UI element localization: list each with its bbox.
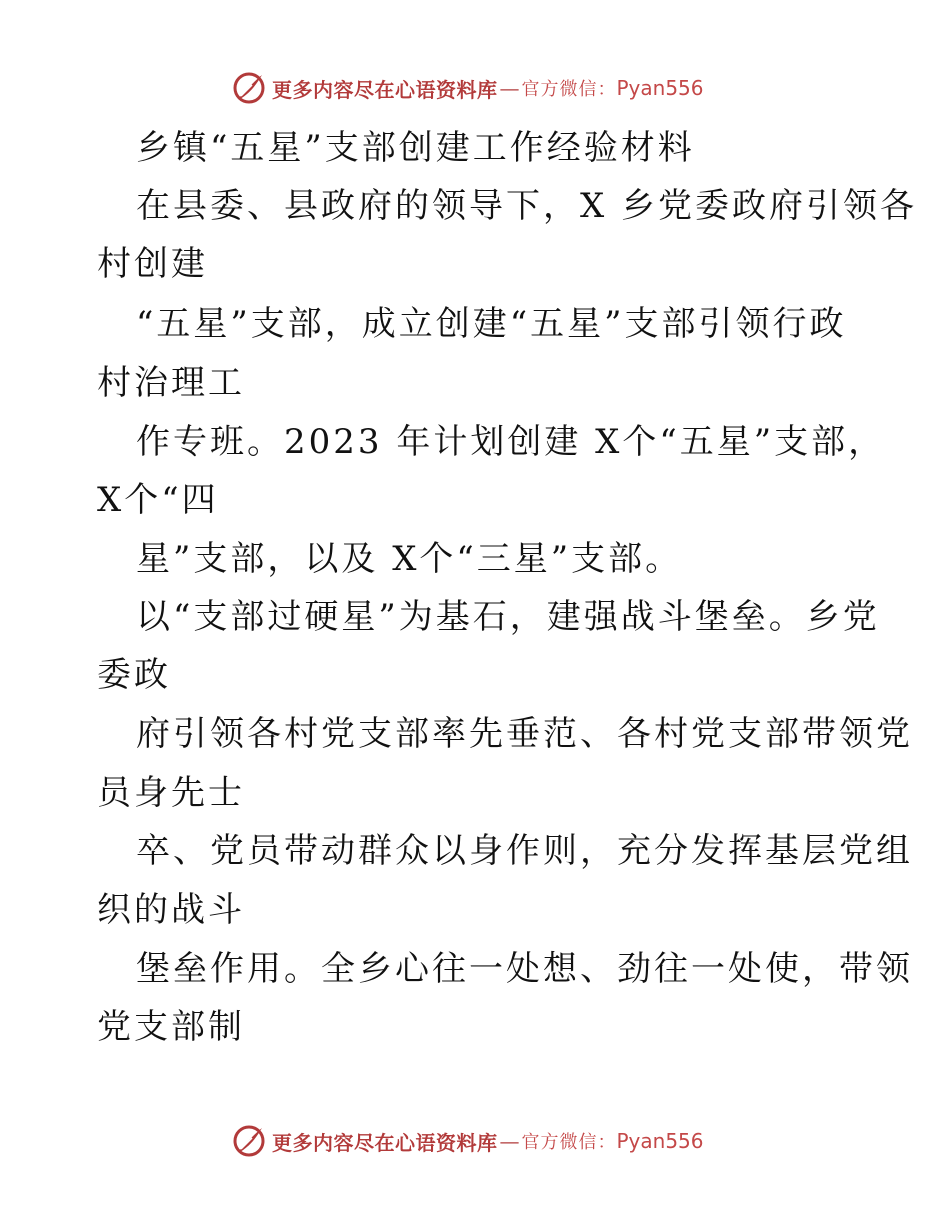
paragraph-line: 作专班。2023 年计划创建 X个“五星”支部， (136, 422, 886, 462)
watermark-official-label: 官方微信： (521, 1132, 617, 1153)
paragraph-line: 以“支部过硬星”为基石，建强战斗堡垒。乡党 (136, 597, 880, 637)
paragraph-line: 星”支部，以及 X个“三星”支部。 (136, 539, 683, 579)
paragraph-line: 卒、党员带动群众以身作则，充分发挥基层党组 (136, 831, 913, 871)
document-title: 乡镇“五星”支部创建工作经验材料 (136, 128, 695, 168)
paragraph-line: “五星”支部，成立创建“五星”支部引领行政 (136, 304, 847, 344)
paragraph-line: 堡垒作用。全乡心往一处想、劲往一处使，带领 (136, 949, 913, 989)
watermark-site-text: 更多内容尽在心语资料库 (272, 77, 498, 102)
watermark-dash: — (499, 1129, 520, 1153)
paragraph-line: 党支部制 (97, 1007, 245, 1047)
paragraph-line: 委政 (97, 655, 171, 695)
paragraph-line: 村治理工 (97, 363, 245, 403)
watermark-site-text: 更多内容尽在心语资料库 (272, 1130, 498, 1155)
header-watermark (232, 68, 732, 108)
paragraph-line: 在县委、县政府的领导下，X 乡党委政府引领各 (136, 186, 918, 226)
watermark-wechat-id: Pyan556 (616, 1129, 704, 1153)
paragraph-line: 员身先士 (97, 773, 245, 813)
feather-logo-icon (232, 1124, 266, 1158)
watermark-wechat-id: Pyan556 (616, 76, 704, 100)
feather-logo-icon (232, 71, 266, 105)
paragraph-line: 织的战斗 (97, 890, 245, 930)
footer-watermark (232, 1121, 732, 1161)
paragraph-line: X个“四 (97, 480, 219, 520)
watermark-official-label: 官方微信： (521, 79, 617, 100)
watermark-dash: — (499, 76, 520, 100)
paragraph-line: 府引领各村党支部率先垂范、各村党支部带领党 (136, 714, 913, 754)
paragraph-line: 村创建 (97, 244, 208, 284)
